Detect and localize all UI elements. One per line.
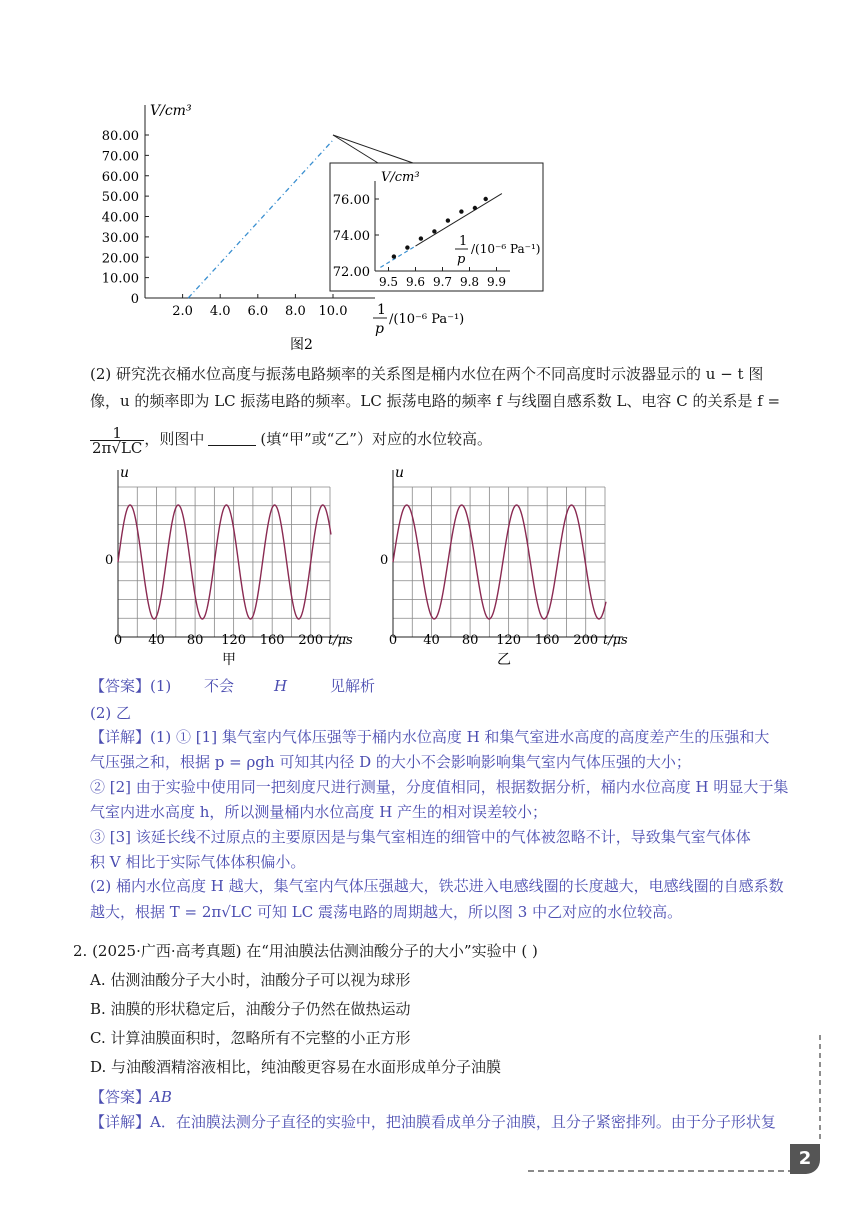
yi-caption: 乙 (497, 652, 511, 668)
main-xlabel-den: p (375, 321, 384, 337)
question2-detail-text: A．在油膜法测分子直径的实验中，把油膜看成单分子油膜，且分子紧密排列。由于分子形状复 (150, 1113, 776, 1131)
wave-xtick-label: 200 (573, 633, 599, 648)
inset-xtick-label: 9.5 (378, 275, 399, 289)
main-ytick-label: 60.00 (101, 169, 139, 185)
inset-xtick-label: 9.6 (405, 275, 426, 289)
main-xlabel-unit: /(10⁻⁶ Pa⁻¹) (389, 312, 465, 327)
explanation-line-5: ③ [3] 该延长线不过原点的主要原因是与集气室相连的细管中的气体被忽略不计，导致集气室气体体 (90, 828, 751, 846)
jia-ylabel: u (120, 465, 130, 481)
main-xtick-label: 10.0 (318, 304, 348, 319)
question2-option-c[interactable]: C. 计算油膜面积时，忽略所有不完整的小正方形 (90, 1029, 411, 1047)
inset-xtick-label: 9.7 (432, 275, 453, 289)
inset-ylabel: V/cm³ (381, 170, 420, 185)
main-series-line (188, 140, 333, 298)
wave-xtick-label: 160 (534, 633, 560, 648)
wave-xtick-label: 160 (259, 633, 285, 648)
wave-xtick-label: 40 (423, 633, 440, 648)
question-part2-line3-text: ，则图中 (144, 430, 205, 448)
question2-stem: 2. (2025·广西·高考真题) 在“用油膜法估测油酸分子的大小”实验中 ( ) (73, 942, 538, 960)
question2-option-d[interactable]: D. 与油酸酒精溶液相比，纯油酸更容易在水面形成单分子油膜 (90, 1058, 502, 1076)
explanation-line-6: 积 V 相比于实际气体体积偏小。 (90, 853, 306, 871)
answer-a1: 不会 (204, 677, 235, 695)
figure2-chart (95, 95, 565, 360)
wave-xtick-label: 0 (388, 633, 398, 648)
explanation-tag: 【详解】 (90, 728, 151, 746)
inset-ytick-label: 74.00 (332, 229, 370, 244)
main-ytick-label: 80.00 (101, 129, 139, 144)
formula-denominator: 2π√LC (92, 438, 143, 457)
jia-caption: 甲 (222, 652, 236, 668)
formula-numerator: 1 (90, 426, 144, 441)
answer-part1: (1) (150, 677, 172, 695)
wave-xtick-label: 80 (461, 633, 479, 648)
main-ytick-label: 40.00 (101, 210, 139, 226)
inset-data-point (392, 254, 396, 258)
page-border-decoration (520, 1030, 830, 1180)
wave-xtick-label: 120 (496, 633, 522, 648)
main-ytick-label: 70.00 (101, 149, 139, 165)
main-ytick-label: 20.00 (101, 251, 139, 267)
answer-line (90, 676, 171, 696)
inset-ytick-label: 72.00 (332, 265, 370, 280)
inset-data-point (473, 206, 477, 210)
inset-ytick-label: 76.00 (332, 193, 370, 208)
explanation-line-8: 越大，根据 T = 2π√LC 可知 LC 震荡电路的周期越大，所以图 3 中乙对应的水位较高。 (90, 903, 683, 921)
yi-zero: 0 (380, 553, 389, 568)
zoom-connector-top (333, 135, 413, 163)
main-ytick-label: 30.00 (101, 230, 139, 246)
jia-zero: 0 (105, 553, 114, 568)
answer-part2: (2) 乙 (90, 704, 132, 722)
explanation-line-2: 气压强之和，根据 p = ρgh 可知其内径 D 的大小不会影响影响集气室内气体压强的大小； (90, 753, 691, 771)
question2-answer (90, 1087, 172, 1107)
inset-data-point (405, 245, 409, 249)
inset-xtick-label: 9.8 (459, 275, 480, 289)
question2-answer-value: AB (150, 1088, 172, 1106)
inset-data-point (459, 209, 463, 213)
wave-chart-jia (100, 462, 370, 672)
question-part2-line2: 像，u 的频率即为 LC 振荡电路的频率。LC 振荡电路的频率 f 与线圈自感系数 L、电容 C 的关系是 f = (90, 392, 781, 410)
main-ytick-label: 50.00 (101, 190, 139, 206)
wave-xtick-label: 200 (298, 633, 324, 648)
yi-xlabel: t/μs (603, 633, 628, 648)
explanation-line-3: ② [2] 由于实验中使用同一把刻度尺进行测量，分度值相同，根据数据分析，桶内水位高度 H 明显大于集 (90, 778, 789, 796)
question-part2-line3-after: (填“甲”或“乙”）对应的水位较高。 (260, 430, 492, 448)
wave-xtick-label: 0 (113, 633, 123, 648)
main-ytick-label: 0 (130, 292, 139, 307)
zoom-connector-bottom (333, 135, 378, 163)
jia-xlabel: t/μs (328, 633, 353, 648)
question2-detail-tag: 【详解】 (90, 1113, 151, 1131)
question-part2-line3 (90, 420, 492, 458)
yi-ylabel: u (395, 465, 405, 481)
main-xtick-label: 2.0 (172, 304, 193, 319)
frequency-formula (90, 423, 144, 457)
answer-a3: 见解析 (330, 677, 376, 695)
wave-xtick-label: 80 (186, 633, 204, 648)
inset-data-point (419, 236, 423, 240)
inset-xlabel-num: 1 (459, 234, 468, 249)
figure2-caption: 图2 (290, 337, 313, 353)
question2-option-b[interactable]: B. 油膜的形状稳定后，油酸分子仍然在做热运动 (90, 1000, 411, 1018)
question-part2-line1: (2) 研究洗衣桶水位高度与振荡电路频率的关系图是桶内水位在两个不同高度时示波器显示的 u − t 图 (90, 365, 764, 383)
main-xtick-label: 6.0 (247, 304, 269, 319)
explanation-line-4: 气室内进水高度 h，所以测量桶内水位高度 H 产生的相对误差较小； (90, 803, 548, 821)
answer-blank[interactable] (208, 431, 256, 446)
explanation-line-1 (90, 727, 769, 747)
main-xtick-label: 4.0 (209, 304, 231, 319)
wave-xtick-label: 40 (148, 633, 165, 648)
main-xlabel-num: 1 (377, 302, 386, 318)
inset-xlabel-den: p (457, 252, 466, 267)
explanation-text-1: (1) ① [1] 集气室内气体压强等于桶内水位高度 H 和集气室进水高度的高度差产生的压强和大 (150, 728, 770, 746)
wave-chart-yi (375, 462, 645, 672)
inset-xlabel-unit: /(10⁻⁶ Pa⁻¹) (471, 242, 541, 256)
inset-data-point (484, 197, 488, 201)
question2-answer-tag: 【答案】 (90, 1088, 151, 1106)
main-ylabel: V/cm³ (150, 103, 192, 119)
inset-data-point (432, 229, 436, 233)
main-ytick-label: 10.00 (101, 271, 139, 287)
explanation-line-7: (2) 桶内水位高度 H 越大，集气室内气体压强越大，铁芯进入电感线圈的长度越大，电感线圈的自感系数 (90, 877, 784, 895)
question2-option-a[interactable]: A. 估测油酸分子大小时，油酸分子可以视为球形 (90, 971, 411, 989)
answer-tag: 【答案】 (90, 677, 151, 695)
wave-xtick-label: 120 (221, 633, 247, 648)
inset-data-point (446, 218, 450, 222)
page-number-badge: 2 (790, 1144, 820, 1174)
answer-a2: H (274, 677, 288, 695)
main-xtick-label: 8.0 (285, 304, 306, 319)
inset-xtick-label: 9.9 (486, 275, 507, 289)
